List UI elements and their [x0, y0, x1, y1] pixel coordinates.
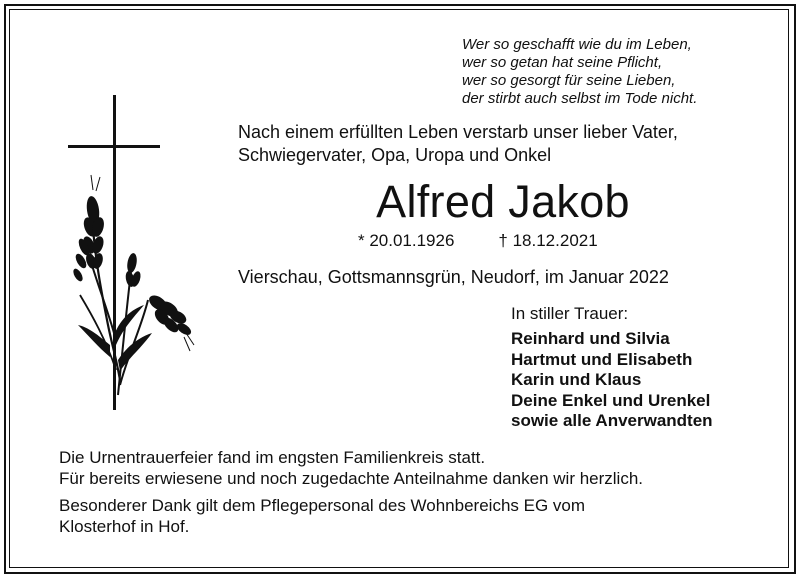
intro-text: [238, 121, 778, 167]
life-dates: [358, 230, 598, 252]
poem-line: wer so getan hat seine Pflicht,: [462, 54, 663, 71]
poem-line: der stirbt auch selbst im Tode nicht.: [462, 90, 698, 107]
intro-line: Nach einem erfüllten Leben verstarb unser lieber Vater,: [238, 122, 678, 142]
mourner-name: Reinhard und Silvia: [511, 329, 670, 348]
mourner-name: Karin und Klaus: [511, 370, 642, 390]
deceased-name: Alfred Jakob: [376, 176, 630, 227]
mourner-name: Deine Enkel und Urenkel: [511, 390, 711, 410]
cross-with-wheat-icon: [58, 95, 198, 415]
mourner-name: Hartmut und Elisabeth: [511, 349, 693, 369]
place-date: Vierschau, Gottsmannsgrün, Neudorf, im Januar 2022: [238, 267, 669, 287]
footer-text: [59, 447, 779, 537]
footer-line: Besonderer Dank gilt dem Pflegepersonal des Wohnbereichs EG vom: [59, 496, 586, 515]
footer-line: Die Urnentrauerfeier fand im engsten Familienkreis statt.: [59, 448, 486, 467]
poem: [462, 36, 782, 108]
thanks-paragraph: [59, 495, 779, 537]
mourner-name: sowie alle Anverwandten: [511, 411, 713, 431]
ceremony-paragraph: [59, 447, 779, 489]
poem-line: wer so gesorgt für seine Lieben,: [462, 72, 676, 89]
footer-line: Klosterhof in Hof.: [59, 517, 190, 536]
mourners-label: In stiller Trauer:: [511, 304, 629, 323]
intro-line: Schwiegervater, Opa, Uropa und Onkel: [238, 145, 552, 165]
death-date: † 18.12.2021: [498, 231, 598, 250]
mourners-list: [511, 329, 713, 432]
birth-date: * 20.01.1926: [358, 231, 455, 250]
footer-line: Für bereits erwiesene und noch zugedachte Anteilnahme danken wir herzlich.: [59, 469, 644, 488]
poem-line: Wer so geschafft wie du im Leben,: [462, 36, 692, 53]
